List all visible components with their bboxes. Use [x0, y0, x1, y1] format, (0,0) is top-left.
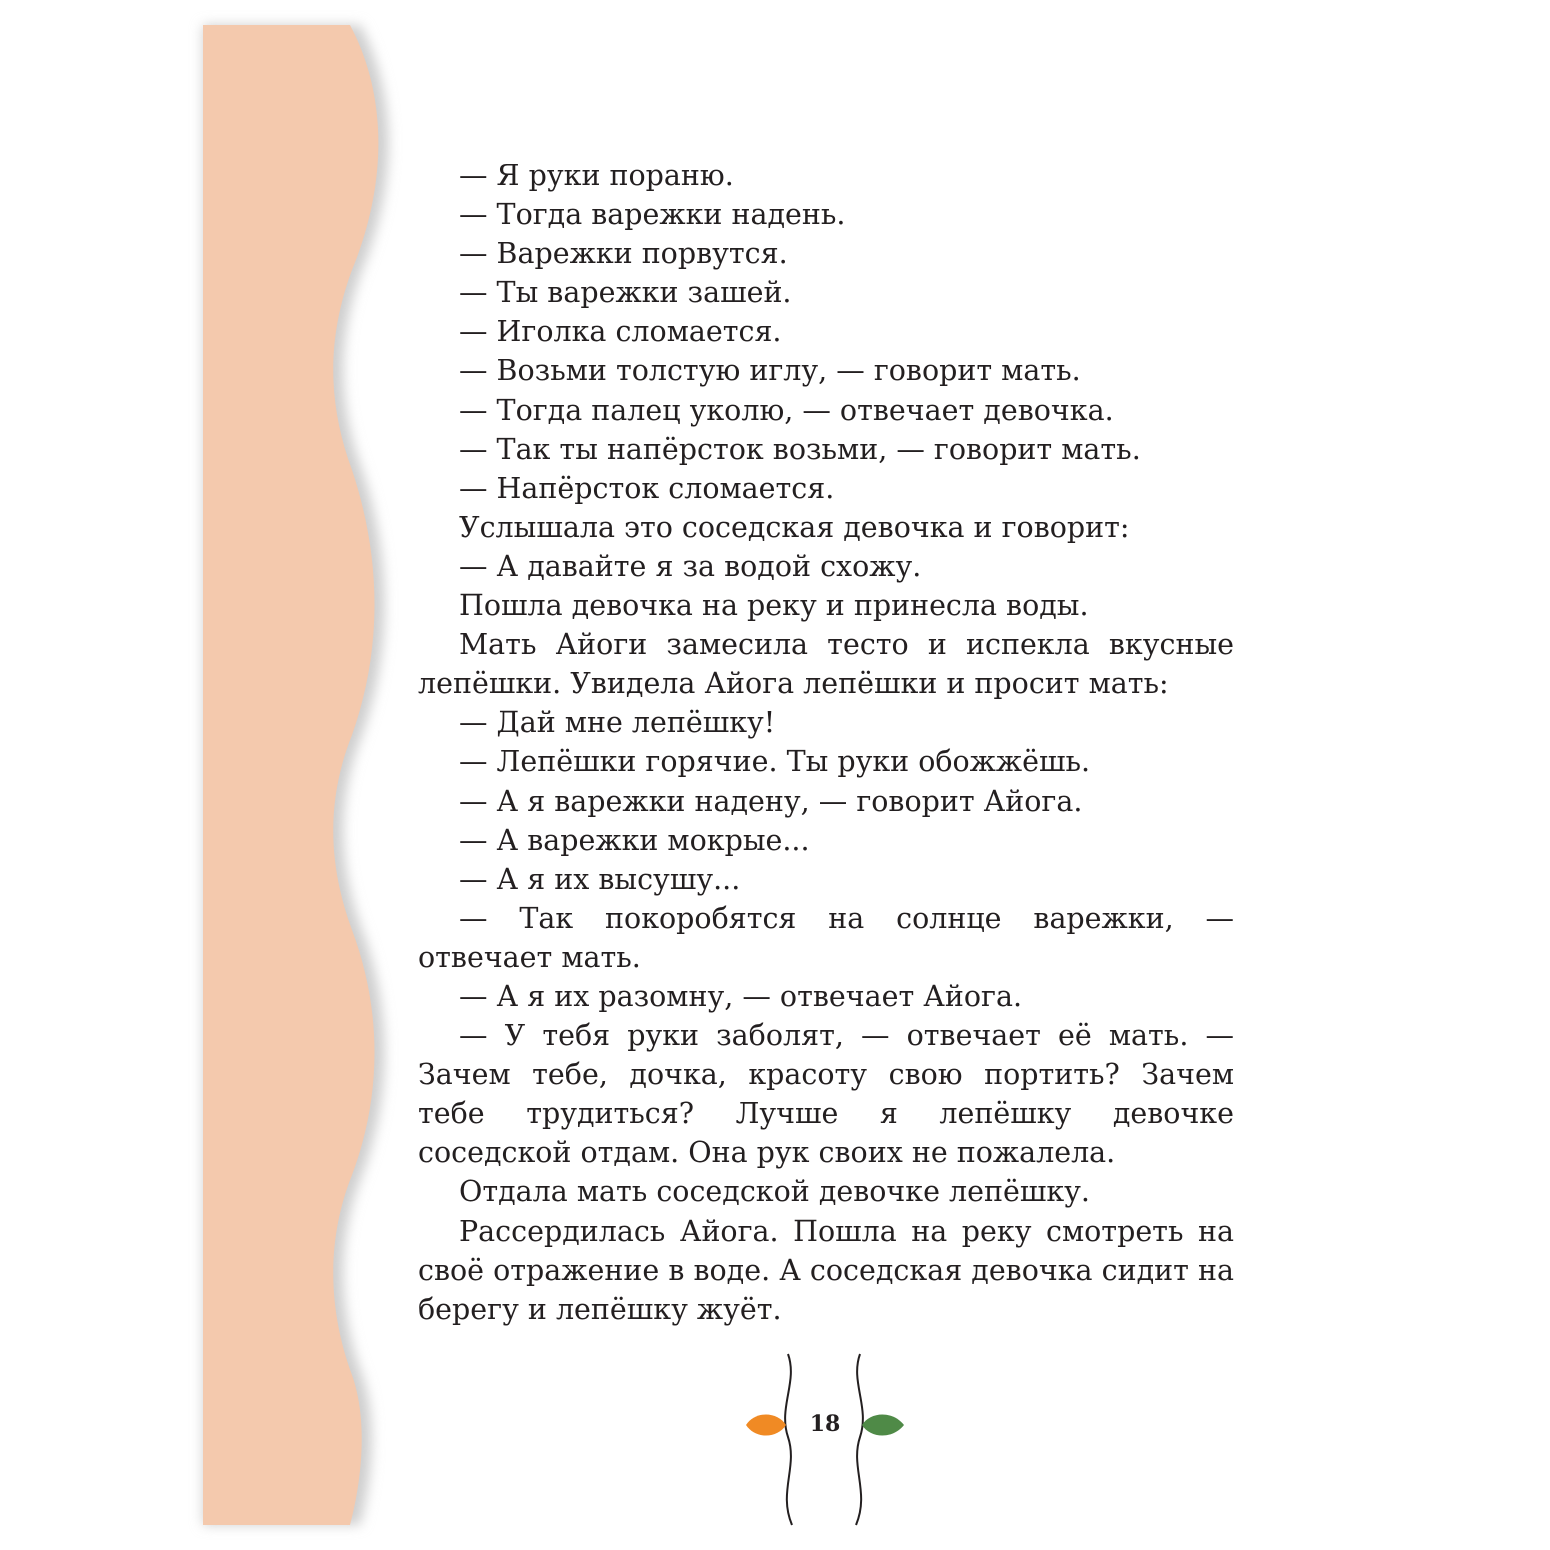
- paragraph: — Так покоробятся на солнце варежки, — отвечает мать.: [418, 901, 1234, 974]
- paragraph: — Варежки порвутся.: [459, 237, 788, 271]
- paragraph: Мать Айоги замесила тесто и испекла вкусные лепёшки. Увидела Айога лепёшки и просит мать:: [418, 628, 1234, 701]
- paragraph: Услышала это соседская девочка и говорит:: [459, 510, 1130, 544]
- story-text: [418, 156, 1234, 1329]
- paragraph: — А давайте я за водой схожу.: [459, 549, 922, 583]
- wave-band: [203, 25, 378, 1525]
- paragraph: — Лепёшки горячие. Ты руки обожжёшь.: [459, 745, 1091, 779]
- paragraph: — Напёрсток сломается.: [459, 471, 835, 505]
- page-folio: [740, 1352, 910, 1527]
- paragraph: — Возьми толстую иглу, — говорит мать.: [459, 354, 1081, 388]
- paragraph: — Ты варежки зашей.: [459, 276, 792, 310]
- paragraph: — А варежки мокрые...: [459, 823, 810, 857]
- paragraph: — Иголка сломается.: [459, 315, 782, 349]
- paragraph: Рассердилась Айога. Пошла на реку смотреть на своё отражение в воде. А соседская девочка сидит на берегу и лепёшку жуёт.: [418, 1214, 1234, 1326]
- page-number: 18: [809, 1411, 841, 1437]
- paragraph: — А я их разомну, — отвечает Айога.: [459, 979, 1023, 1013]
- paragraph: — А я варежки надену, — говорит Айога.: [459, 784, 1083, 818]
- paragraph: — У тебя руки заболят, — отвечает её мать. — Зачем тебе, дочка, красоту свою портить? Зачем тебе трудиться? Лучше я лепёшку девочке соседской отдам. Она рук своих не пожалела.: [418, 1019, 1234, 1170]
- paragraph: — Тогда палец уколю, — отвечает девочка.: [459, 393, 1114, 427]
- paragraph: — Я руки пораню.: [459, 159, 734, 192]
- paragraph: Отдала мать соседской девочке лепёшку.: [459, 1175, 1090, 1209]
- paragraph: — Так ты напёрсток возьми, — говорит мать.: [459, 432, 1141, 466]
- paragraph: — Дай мне лепёшку!: [459, 706, 776, 740]
- paragraph: — А я их высушу...: [459, 862, 741, 896]
- paragraph: Пошла девочка на реку и принесла воды.: [459, 589, 1089, 623]
- paragraph: — Тогда варежки надень.: [459, 198, 846, 232]
